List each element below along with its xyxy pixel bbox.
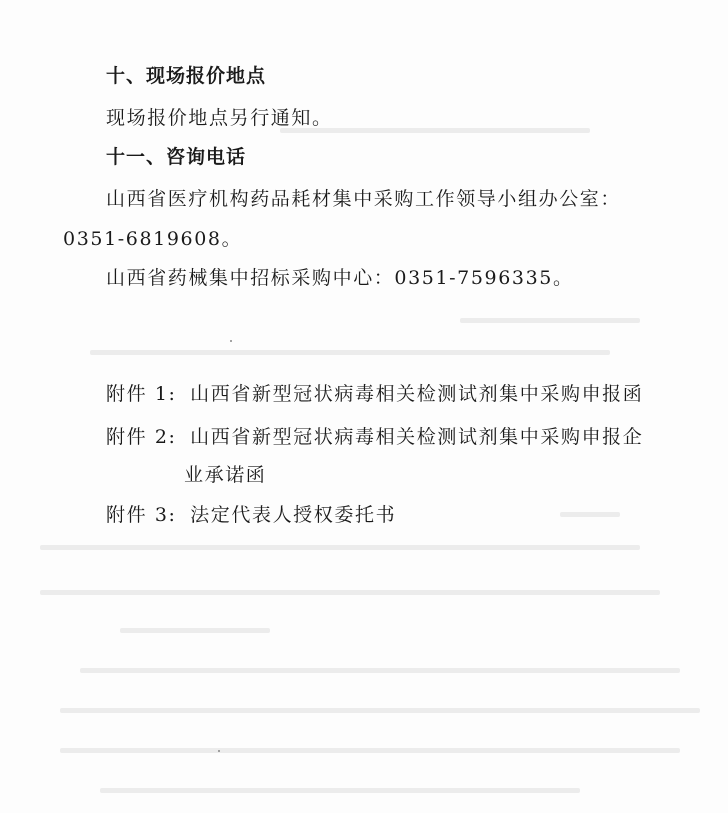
venue-text: 现场报价地点另行通知。 [106, 107, 333, 129]
attachment-title: 山西省新型冠状病毒相关检测试剂集中采购申报函 [190, 383, 644, 405]
attachment-title-continued: 业承诺函 [184, 464, 267, 486]
bleed-through-mark [40, 590, 660, 595]
bleed-through-mark [90, 350, 610, 355]
bleed-through-mark [100, 788, 580, 793]
section-heading-contact: 十一、咨询电话 [106, 146, 247, 168]
contact-office-phone: 0351-6819608。 [63, 228, 243, 250]
attachment-3 [106, 503, 396, 527]
attachment-title: 山西省新型冠状病毒相关检测试剂集中采购申报企 [190, 426, 644, 448]
bleed-through-mark [40, 545, 640, 550]
contact-center-text: 山西省药械集中招标采购中心：0351-7596335。 [106, 267, 574, 289]
bleed-through-mark [60, 708, 700, 713]
bleed-through-mark [60, 748, 680, 753]
attachment-2 [106, 425, 643, 449]
attachment-title: 法定代表人授权委托书 [190, 504, 397, 526]
section-heading-venue: 十、现场报价地点 [106, 65, 267, 87]
bleed-through-mark [120, 628, 270, 633]
bleed-through-mark [560, 512, 620, 517]
attachment-1 [106, 382, 643, 406]
bleed-through-mark [460, 318, 640, 323]
scan-speck [230, 340, 232, 342]
attachment-label: 附件 1: [106, 383, 177, 405]
attachment-label: 附件 2: [106, 426, 177, 448]
contact-office-text: 山西省医疗机构药品耗材集中采购工作领导小组办公室： [106, 188, 622, 210]
scan-speck [218, 750, 220, 752]
attachment-label: 附件 3: [106, 504, 177, 526]
bleed-through-mark [80, 668, 680, 673]
